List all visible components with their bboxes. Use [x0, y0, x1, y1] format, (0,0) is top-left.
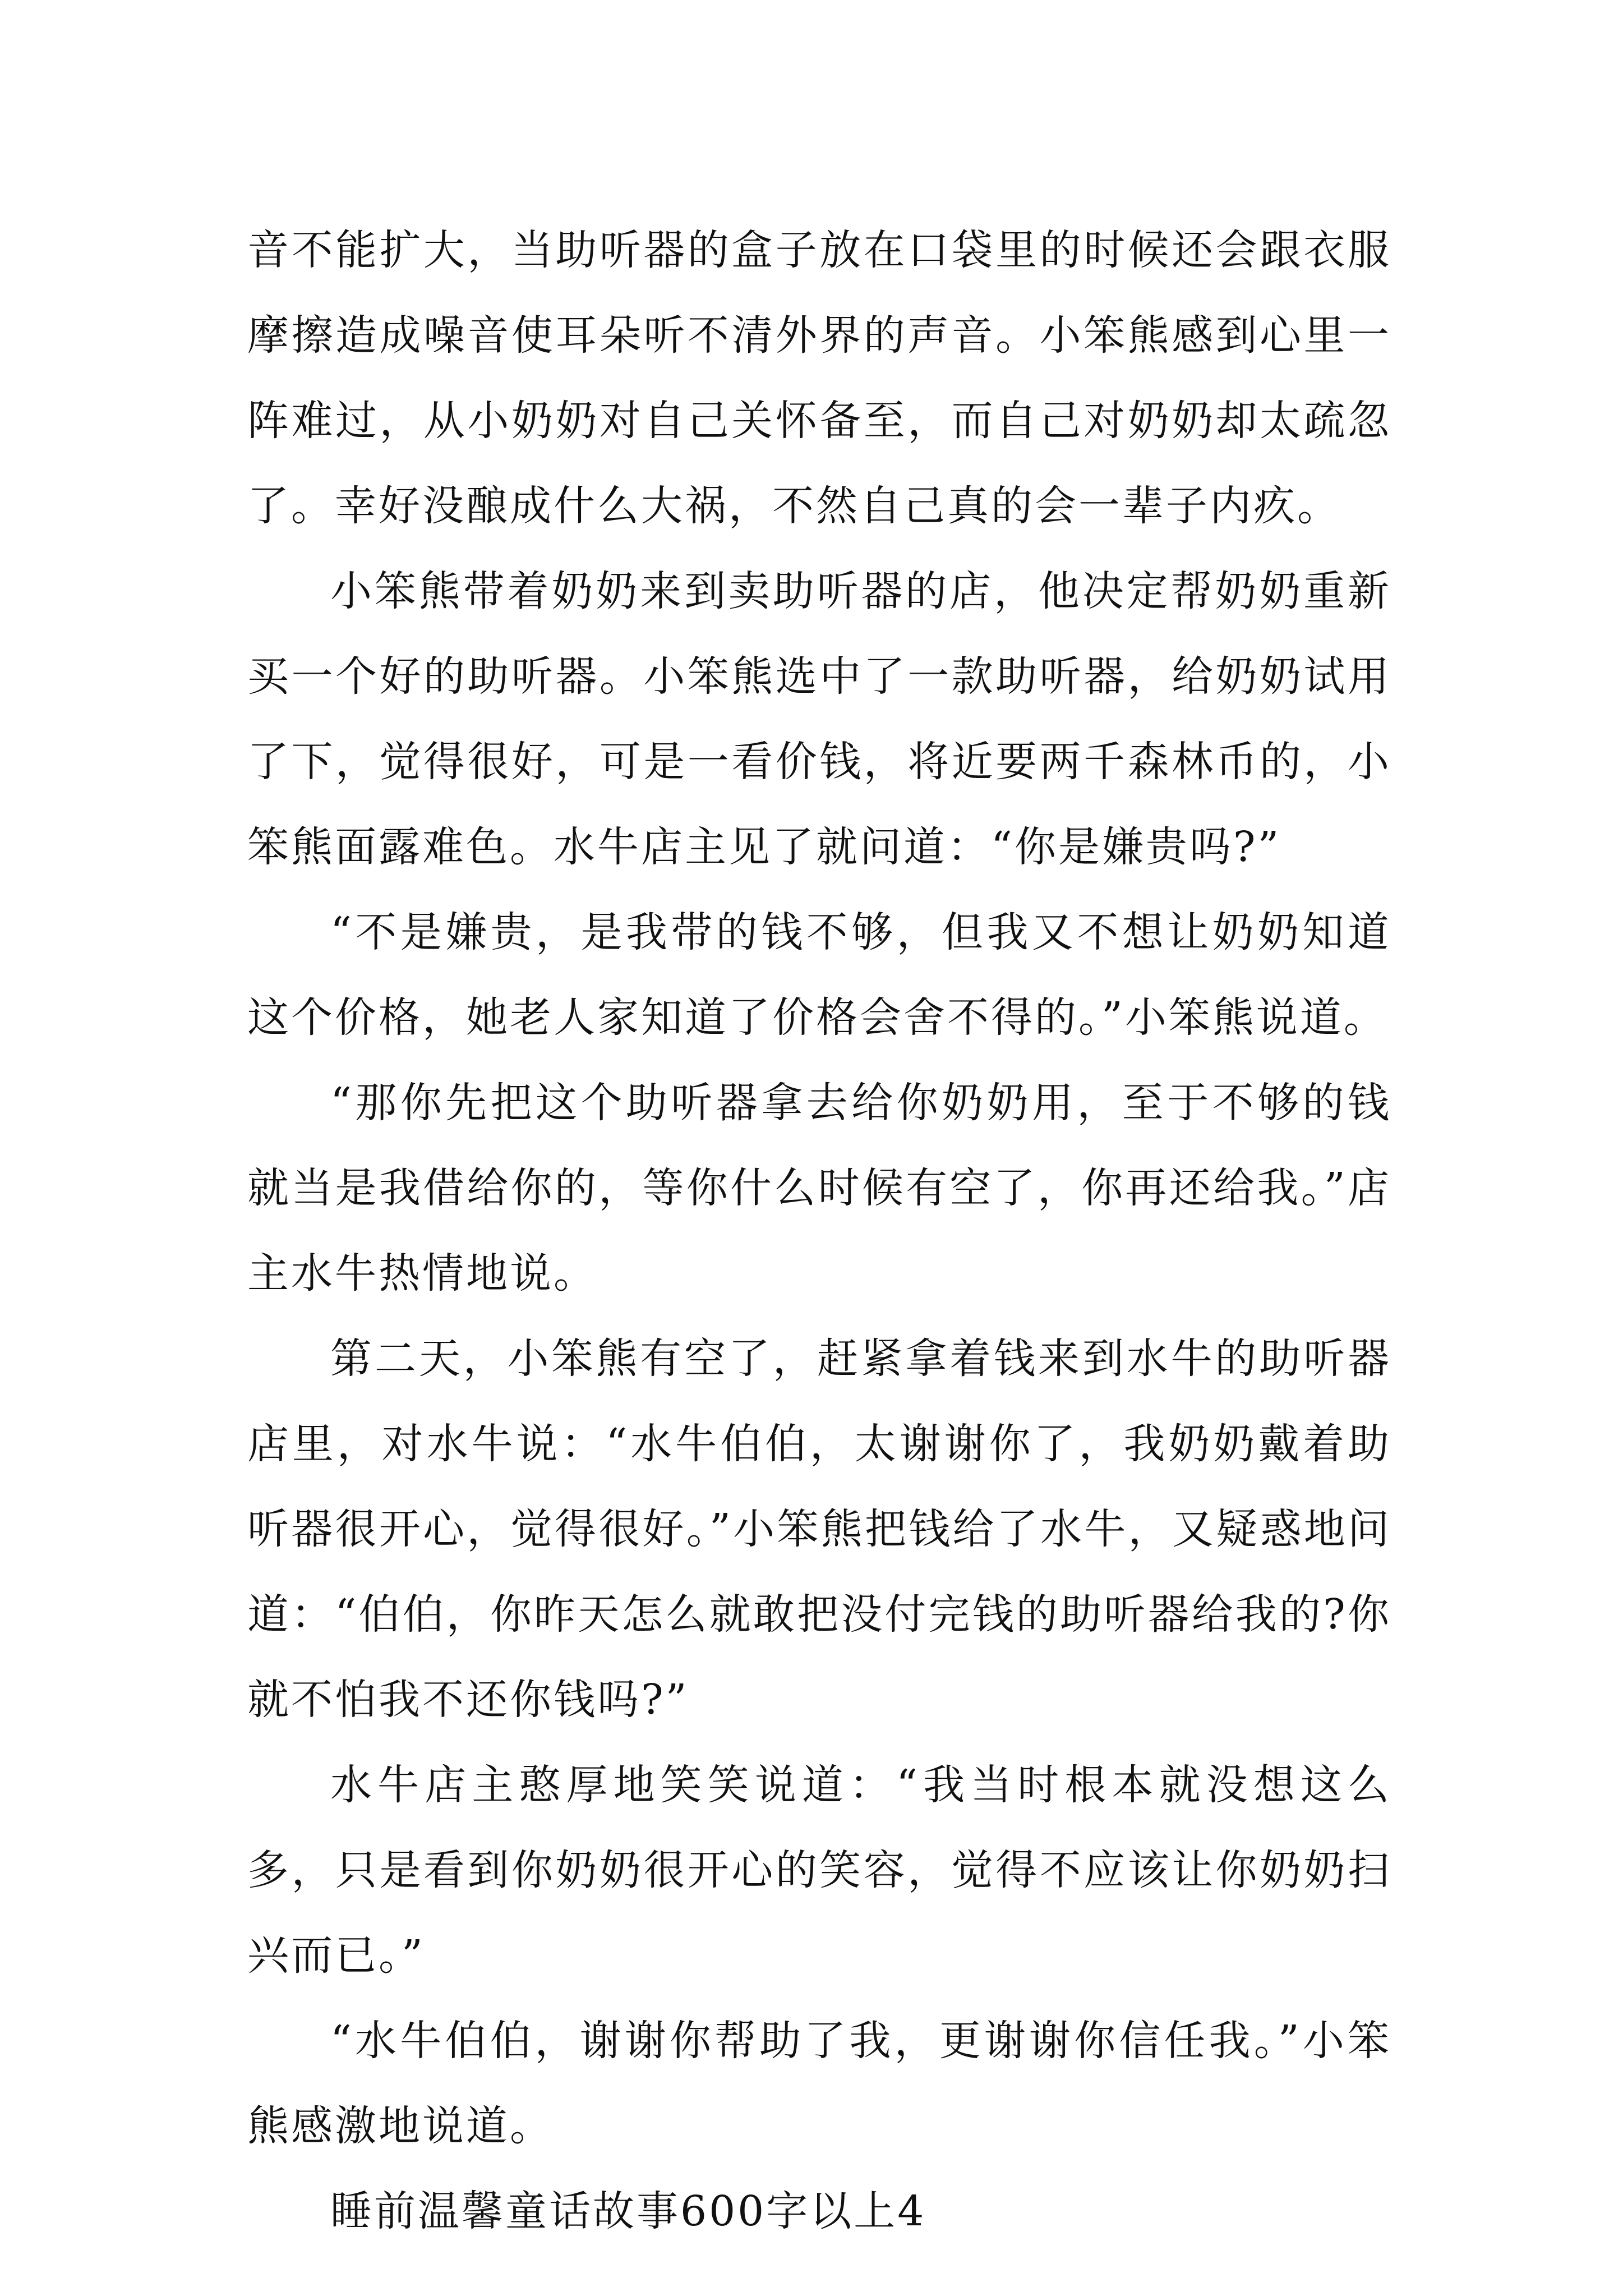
paragraph-2: 小笨熊带着奶奶来到卖助听器的店，他决定帮奶奶重新买一个好的助听器。小笨熊选中了一款助听器，给奶奶试用了下，觉得很好，可是一看价钱，将近要两千森林币的，小笨熊面露难色。水牛店主见了就问道：“你是嫌贵吗?”: [247, 567, 1391, 871]
paragraph-1: 音不能扩大，当助听器的盒子放在口袋里的时候还会跟衣服摩擦造成噪音使耳朵听不清外界的声音。小笨熊感到心里一阵难过，从小奶奶对自己关怀备至，而自己对奶奶却太疏忽了。幸好没酿成什么大祸，不然自己真的会一辈子内疚。: [247, 226, 1391, 530]
story-body: [247, 208, 1391, 2254]
section-heading: 睡前温馨童话故事600字以上4: [330, 2187, 926, 2235]
paragraph-6: 水牛店主憨厚地笑笑说道：“我当时根本就没想这么多，只是看到你奶奶很开心的笑容，觉得不应该让你奶奶扫兴而已。”: [247, 1761, 1391, 1980]
paragraph-3: “不是嫌贵，是我带的钱不够，但我又不想让奶奶知道这个价格，她老人家知道了价格会舍不得的。”小笨熊说道。: [247, 908, 1391, 1042]
paragraph-5: 第二天，小笨熊有空了，赶紧拿着钱来到水牛的助听器店里，对水牛说：“水牛伯伯，太谢谢你了，我奶奶戴着助听器很开心，觉得很好。”小笨熊把钱给了水牛，又疑惑地问道：“伯伯，你昨天怎么就敢把没付完钱的助听器给我的?你就不怕我不还你钱吗?”: [247, 1335, 1391, 1724]
paragraph-4: “那你先把这个助听器拿去给你奶奶用，至于不够的钱就当是我借给你的，等你什么时候有空了，你再还给我。”店主水牛热情地说。: [247, 1079, 1391, 1297]
paragraph-7: “水牛伯伯，谢谢你帮助了我，更谢谢你信任我。”小笨熊感激地说道。: [247, 2017, 1391, 2150]
